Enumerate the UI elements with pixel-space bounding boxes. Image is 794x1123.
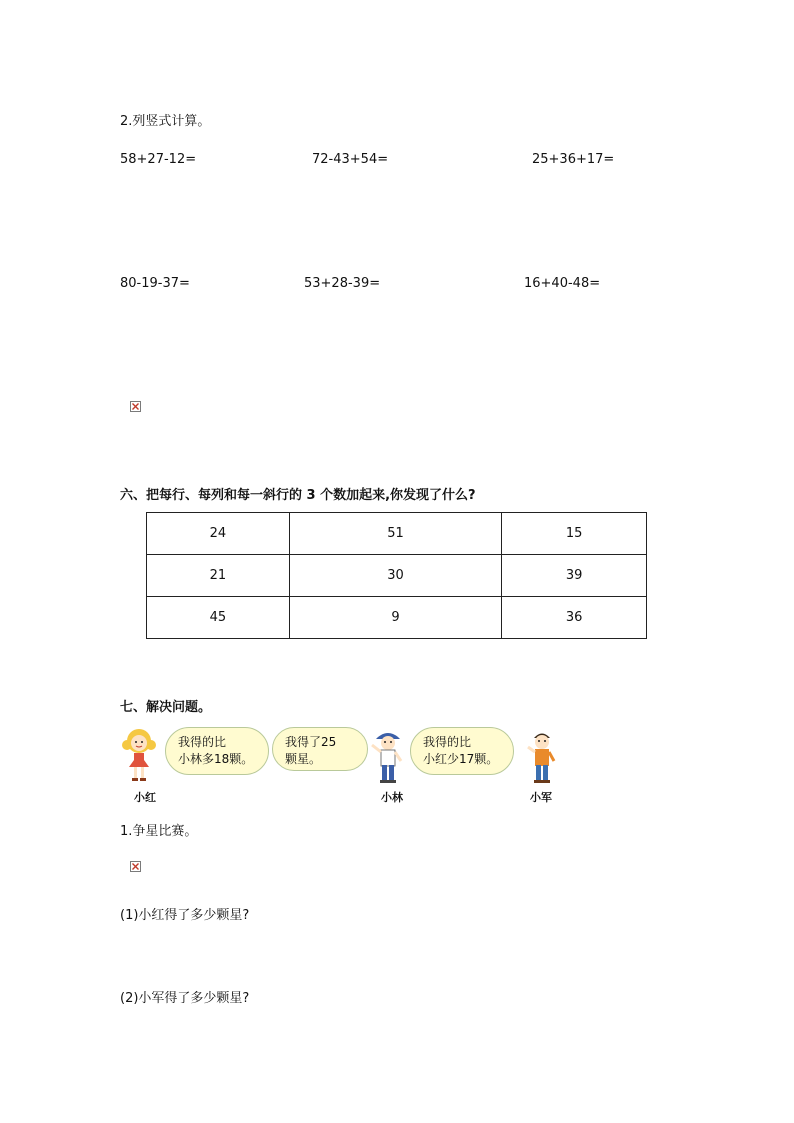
table-row xyxy=(147,513,647,555)
expression: 16+40-48= xyxy=(524,276,601,291)
girl-figure-icon xyxy=(117,727,161,785)
grid-cell: 24 xyxy=(147,513,290,555)
grid-cell: 9 xyxy=(289,597,502,639)
question: (2)小军得了多少颗星? xyxy=(120,991,250,1006)
expression: 72-43+54= xyxy=(312,152,389,167)
speech-bubble: 我得的比 小红少17颗。 xyxy=(410,727,514,775)
expression: 53+28-39= xyxy=(304,276,381,291)
expression: 80-19-37= xyxy=(120,276,190,291)
number-grid xyxy=(146,512,647,639)
broken-image-icon xyxy=(130,401,141,412)
speech-bubble: 我得了25 颗星。 xyxy=(272,727,368,771)
grid-cell: 30 xyxy=(289,555,502,597)
grid-cell: 36 xyxy=(502,597,647,639)
table-row xyxy=(147,555,647,597)
section-six-heading: 六、把每行、每列和每一斜行的 3 个数加起来,你发现了什么? xyxy=(120,488,476,503)
speech-bubble: 我得的比 小林多18颗。 xyxy=(165,727,269,775)
grid-cell: 15 xyxy=(502,513,647,555)
boy-figure-icon xyxy=(524,727,560,787)
grid-cell: 45 xyxy=(147,597,290,639)
question: (1)小红得了多少颗星? xyxy=(120,908,250,923)
character-name: 小军 xyxy=(530,791,552,804)
expression: 25+36+17= xyxy=(532,152,615,167)
expression: 58+27-12= xyxy=(120,152,197,167)
grid-cell: 39 xyxy=(502,555,647,597)
grid-cell: 21 xyxy=(147,555,290,597)
character-name: 小林 xyxy=(381,791,403,804)
broken-image-icon xyxy=(130,861,141,872)
table-row xyxy=(147,597,647,639)
section-seven-heading: 七、解决问题。 xyxy=(120,700,212,715)
grid-cell: 51 xyxy=(289,513,502,555)
problem-title: 1.争星比赛。 xyxy=(120,824,198,839)
boy-cap-figure-icon xyxy=(368,727,408,787)
character-name: 小红 xyxy=(134,791,156,804)
vertical-calc-heading: 2.列竖式计算。 xyxy=(120,114,211,129)
